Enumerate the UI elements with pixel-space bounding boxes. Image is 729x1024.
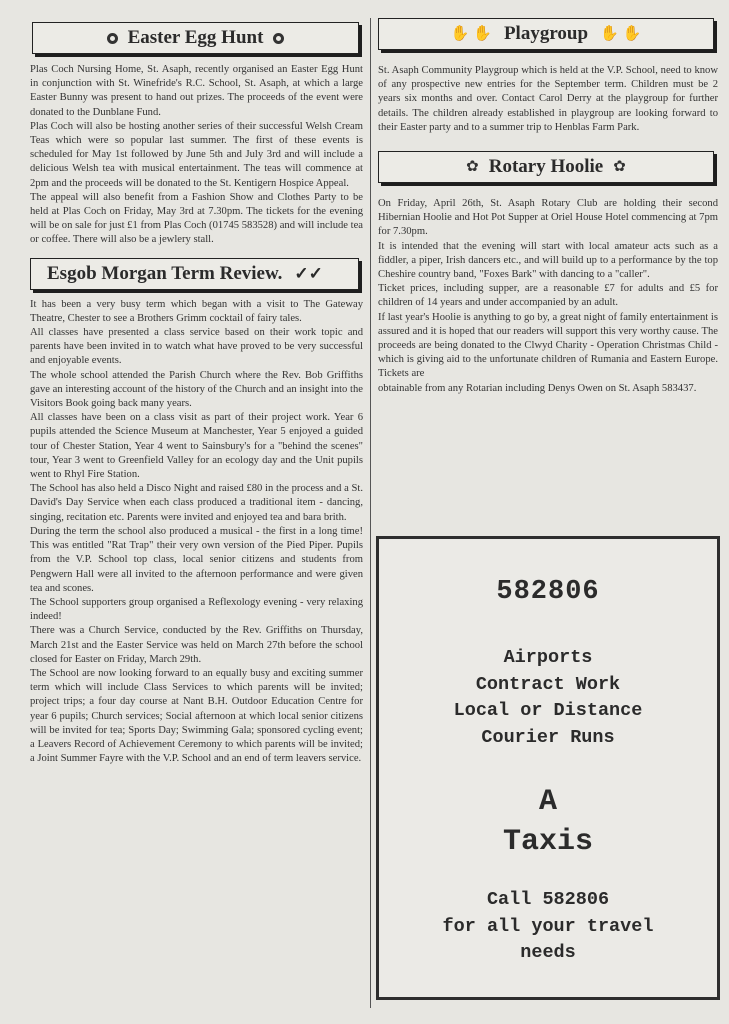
paragraph: If last year's Hoolie is anything to go by, a great night of family entertainment is assured and it is hoped that our readers will support this very worthy cause. The proceeds are being donated to the Clwyd Charity - Operation Christmas Child - which is giving aid to the unfortunate children of Rumania and Eastern Europe. Tickets are bbox=[378, 311, 718, 380]
flower-icon: ✿ bbox=[466, 158, 479, 175]
paragraph: The School are now looking forward to an equally busy and exciting summer term which will include Class Services to which parents will be invited; project trips; a four day course at Nant B.H. Outdoor Education Centre for year 6 pupils; Church services; Social afternoon at which local senior citizens will be invited for tea; Sports Day; Swimming Gala; sponsored cycling event; a Leavers Record of Achievement Ceremony to which parents will be invited; a Joint Summer Fayre with the V.P. School and an end of term leavers service. bbox=[30, 667, 363, 765]
call-line: Call 582806 bbox=[486, 889, 610, 910]
paragraph: The whole school attended the Parish Church where the Rev. Bob Griffiths gave an interesting account of the history of the Church and an insight into the Visitors Book going back many years. bbox=[30, 369, 363, 410]
paragraph: Plas Coch Nursing Home, St. Asaph, recently organised an Easter Egg Hunt in conjunction with St. Winefride's R.C. School, St. Asaph, at which a large Easter Bunny was present to hand out prizes. The proceeds of the event were donated to the Dunblane Fund. bbox=[30, 64, 363, 118]
right-column bbox=[378, 18, 718, 396]
taxi-advert bbox=[376, 536, 720, 1000]
easter-heading-box bbox=[32, 22, 359, 54]
hand-icon: ✋ bbox=[450, 25, 470, 42]
service-line: Airports bbox=[503, 647, 593, 668]
paragraph: The School supporters group organised a Reflexology evening - very relaxing indeed! bbox=[30, 596, 363, 623]
paragraph: It has been a very busy term which began with a visit to The Gateway Theatre, Chester to see a Brothers Grimm cocktail of fairy tales. bbox=[30, 298, 363, 324]
paragraph: St. Asaph Community Playgroup which is held at the V.P. School, need to know of any prospective new entries for the September term. Children must be 2 years six months and over. Contact Carol Derry at the playgroup for further details. The children already established in playgroup are looking forward to their Easter party and to a summer trip to Henblas Farm Park. bbox=[378, 65, 718, 133]
bullet-ring-icon bbox=[273, 33, 284, 44]
esgob-article bbox=[30, 298, 363, 767]
service-line: Local or Distance bbox=[453, 700, 643, 721]
service-line: Courier Runs bbox=[481, 726, 615, 748]
easter-article bbox=[30, 63, 363, 248]
bullet-ring-icon bbox=[107, 33, 118, 44]
paragraph: On Friday, April 26th, St. Asaph Rotary Club are holding their second Hibernian Hoolie and Hot Pot Supper at Oriel House Hotel commencing at 7pm for 7.30pm. bbox=[378, 198, 718, 238]
advert-call bbox=[379, 887, 717, 967]
advert-name: Taxis bbox=[502, 825, 593, 859]
checkmarks-icon: ✓✓ bbox=[294, 263, 323, 283]
flower-icon: ✿ bbox=[613, 158, 626, 175]
paragraph: During the term the school also produced a musical - the first in a long time! This was entitled "Rat Trap" their very own version of the Pied Piper. Pupils from the V.P. School top class, local senior citizens and students from Pengwern Hall were all invited to the afternoon performance and were given tea and scones. bbox=[30, 525, 363, 594]
advert-letter: A bbox=[538, 785, 557, 819]
service-line: Contract Work bbox=[475, 673, 621, 695]
rotary-heading-box bbox=[378, 151, 714, 183]
left-column bbox=[30, 22, 363, 766]
paragraph: Ticket prices, including supper, are a reasonable £7 for adults and £5 for children of 14 years and under accompanied by an adult. bbox=[378, 283, 718, 309]
paragraph: All classes have presented a class service based on their work topic and parents have been invited in to watch what have proved to be very successful and enjoyable events. bbox=[30, 327, 363, 367]
playgroup-article bbox=[378, 64, 718, 135]
call-line: for all your travel bbox=[442, 915, 654, 937]
playgroup-title: Playgroup bbox=[503, 23, 589, 44]
paragraph: obtainable from any Rotarian including Denys Owen on St. Asaph 583437. bbox=[378, 382, 697, 394]
hand-icon: ✋ bbox=[600, 25, 619, 42]
playgroup-heading-box bbox=[378, 18, 714, 50]
call-line: needs bbox=[520, 942, 576, 963]
esgob-title: Esgob Morgan Term Review. bbox=[47, 262, 283, 284]
rotary-article bbox=[378, 197, 718, 396]
easter-title: Easter Egg Hunt bbox=[127, 27, 264, 48]
paragraph: It is intended that the evening will start with local amateur acts such as a fiddler, a piper, Irish dancers etc., and will build up to a performance by the top Cheshire country band, "Foxes Bark" with dancing to a "caller". bbox=[378, 240, 718, 281]
paragraph: There was a Church Service, conducted by the Rev. Griffiths on Thursday, March 21st and the Easter Service was held on March 27th before the school closed for Easter on Friday, March 29th. bbox=[30, 625, 363, 665]
hand-icon: ✋ bbox=[473, 25, 492, 42]
paragraph: The School has also held a Disco Night and raised £80 in the process and a St. David's Day Service when each class produced a traditional item - dancing, singing, recitation etc. Parents were invited and enjoyed tea and bara brith. bbox=[30, 483, 363, 523]
esgob-heading-box bbox=[30, 258, 359, 290]
column-divider bbox=[370, 18, 371, 1008]
hand-icon: ✋ bbox=[622, 25, 642, 42]
advert-services bbox=[379, 645, 717, 751]
paragraph: The appeal will also benefit from a Fashion Show and Clothes Party to be held at Plas Coch on Friday, May 3rd at 7.30pm. The tickets for the evening will be on sale for just £1 from Plas Coch (01745 583528) and will include tea or coffee. There will also be a jewlery stall. bbox=[30, 191, 363, 246]
advert-phone: 582806 bbox=[496, 577, 600, 607]
paragraph: Plas Coch will also be hosting another series of their successful Welsh Cream Teas which were so popular last summer. The first of these events is scheduled for May 1st followed by June 5th and July 3rd and will include a delicious Welsh tea with musical entertainment. The teas will commence at 2pm and the proceeds will be donated to the St. Kentigern Hospice Appeal. bbox=[30, 120, 363, 189]
paragraph: All classes have been on a class visit as part of their project work. Year 6 pupils attended the Science Museum at Manchester, Year 5 enjoyed a guided tour of Chester Station, Year 4 went to Sainsbury's for a "behind the scenes" tour, Year 3 went to Greenfield Valley for an ecology day and the Unit pupils went to Rhyl Fire Station. bbox=[30, 412, 363, 481]
rotary-title: Rotary Hoolie bbox=[488, 156, 604, 178]
